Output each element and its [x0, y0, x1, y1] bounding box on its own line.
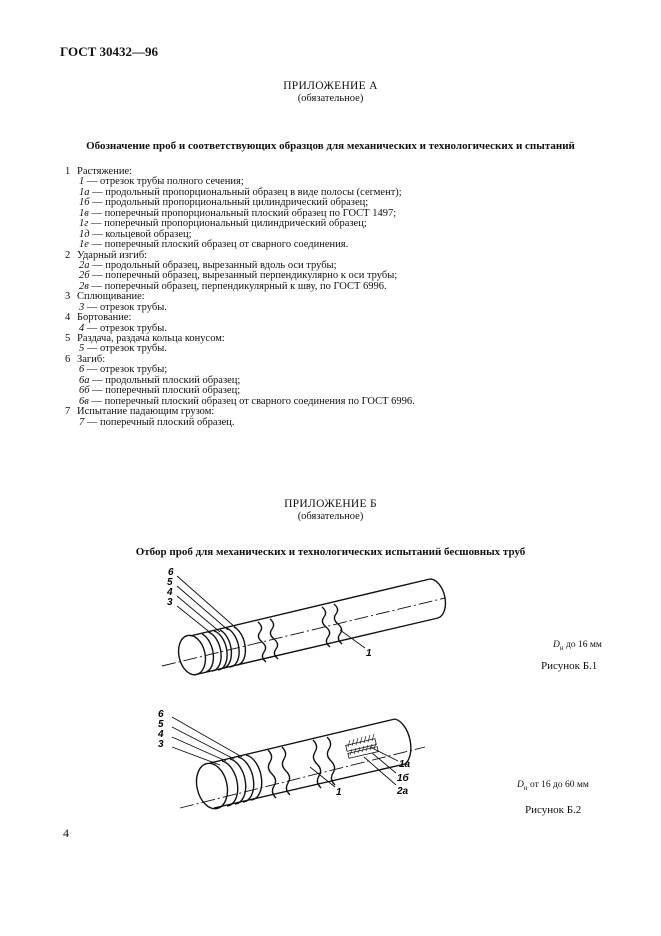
specimen-code: 1	[79, 176, 85, 188]
specimen-code: 1в	[79, 207, 89, 219]
list-item-number: 3	[65, 291, 71, 303]
list-item-number: 7	[65, 406, 71, 418]
figure-b2-label-1b: 1б	[397, 773, 409, 784]
specimen-code: 2в	[79, 280, 89, 292]
diameter-symbol: D	[553, 640, 560, 650]
figure-b1-label-6: 6	[168, 567, 174, 578]
specimen-code: 6б	[79, 385, 90, 397]
figure-b2-label-1a: 1а	[399, 759, 411, 770]
specimen-description: — поперечный пропорциональный цилиндрический образец;	[88, 218, 367, 230]
specimen-code: 6в	[79, 395, 89, 407]
figure-b2-label-1: 1	[336, 787, 342, 798]
document-id: ГОСТ 30432—96	[60, 44, 159, 59]
specimen-description: — отрезок трубы полного сечения;	[84, 176, 244, 188]
list-item-label: Раздача, раздача кольца конусом:	[77, 333, 225, 344]
specimen-description: — поперечный плоский образец от сварного соединения по ГОСТ 6996.	[88, 395, 415, 407]
specimen-description: — отрезок трубы.	[84, 322, 167, 334]
specimen-code: 1а	[79, 186, 90, 198]
specimen-code: 6	[79, 364, 85, 376]
list-item-label: Ударный изгиб:	[77, 249, 148, 261]
figure-b2-pipe-drawing	[150, 703, 430, 813]
specimen-code: 1г	[79, 218, 89, 230]
list-item-label: Бортование:	[77, 312, 132, 324]
specimen-description: — поперечный плоский образец.	[84, 416, 235, 428]
diameter-symbol: D	[517, 780, 524, 790]
figure-b1-dimension	[553, 640, 602, 652]
specimen-description: — поперечный образец, перпендикулярный к шву, по ГОСТ 6996.	[88, 280, 387, 292]
dimension-range: от 16 до 60 мм	[527, 780, 589, 790]
diameter-subscript: н	[523, 783, 528, 792]
figure-b2-caption: Рисунок Б.2	[525, 804, 582, 816]
figure-b2-label-4: 4	[158, 729, 164, 740]
specimen-description: — продольный образец, вырезанный вдоль оси трубы;	[89, 259, 337, 271]
specimen-description: — кольцевой образец;	[89, 228, 192, 240]
appendix-a-heading: ПРИЛОЖЕНИЕ А	[283, 80, 378, 92]
list-subitem	[65, 418, 415, 428]
figure-b1-label-5: 5	[167, 577, 173, 588]
specimen-code: 1д	[79, 228, 90, 240]
specimen-description: — поперечный плоский образец;	[89, 385, 241, 397]
list-item-number: 6	[65, 353, 71, 365]
list-item-label: Сплющивание:	[77, 291, 145, 303]
figure-b1-pipe-drawing	[150, 560, 460, 680]
appendix-b-title: Отбор проб для механических и технологических испытаний бесшовных труб	[135, 546, 526, 558]
specimen-description: — отрезок трубы.	[84, 301, 167, 313]
specimen-description: — поперечный образец, вырезанный перпендикулярно к оси трубы;	[89, 270, 398, 282]
specimen-description: — отрезок трубы;	[84, 364, 168, 376]
figure-b1-caption: Рисунок Б.1	[541, 660, 598, 672]
appendix-b-heading: ПРИЛОЖЕНИЕ Б	[284, 498, 377, 510]
figure-b2-label-6: 6	[158, 709, 164, 720]
specimen-code: 6а	[79, 374, 90, 386]
specimen-description: — продольный плоский образец;	[89, 374, 241, 386]
figure-b1-label-1: 1	[366, 648, 372, 659]
list-item-number: 5	[65, 333, 71, 344]
page-number: 4	[63, 826, 69, 840]
figure-b1-label-4: 4	[167, 587, 173, 598]
figure-b2-label-5: 5	[158, 719, 164, 730]
specimen-description: — отрезок трубы.	[84, 343, 167, 355]
appendix-b-status: (обязательное)	[297, 511, 364, 522]
dimension-range: до 16 мм	[563, 640, 602, 650]
specimen-code: 3	[79, 301, 85, 313]
figure-b2-dimension	[517, 780, 589, 792]
specimen-code: 5	[79, 343, 85, 355]
list-item-label: Испытание падающим грузом:	[77, 406, 215, 418]
diameter-subscript: н	[559, 643, 564, 652]
designation-list	[65, 167, 415, 428]
specimen-code: 1б	[79, 197, 90, 209]
figure-b1-label-3: 3	[167, 597, 173, 608]
specimen-description: — продольный пропорциональный образец в виде полосы (сегмент);	[89, 186, 402, 198]
appendix-a-title: Обозначение проб и соответствующих образцов для механических и технологических и спытаний	[86, 140, 575, 152]
specimen-code: 2а	[79, 259, 90, 271]
specimen-description: — поперечный плоский образец от сварного соединения.	[88, 239, 349, 251]
specimen-code: 1е	[79, 239, 89, 251]
specimen-description: — поперечный пропорциональный плоский образец по ГОСТ 1497;	[88, 207, 397, 219]
list-item-number: 2	[65, 249, 71, 261]
specimen-code: 2б	[79, 270, 90, 282]
list-item-label: Загиб:	[77, 353, 106, 365]
specimen-description: — продольный пропорциональный цилиндрический образец;	[89, 197, 369, 209]
list-item-number: 4	[65, 312, 71, 324]
specimen-code: 4	[79, 322, 85, 334]
list-item-label: Растяжение:	[77, 166, 133, 177]
specimen-code: 7	[79, 416, 85, 428]
figure-b2-label-3: 3	[158, 739, 164, 750]
appendix-a-status: (обязательное)	[297, 93, 364, 104]
figure-b2-label-2a: 2а	[397, 786, 409, 797]
list-item-number: 1	[65, 166, 71, 177]
list-subitem	[65, 344, 415, 354]
